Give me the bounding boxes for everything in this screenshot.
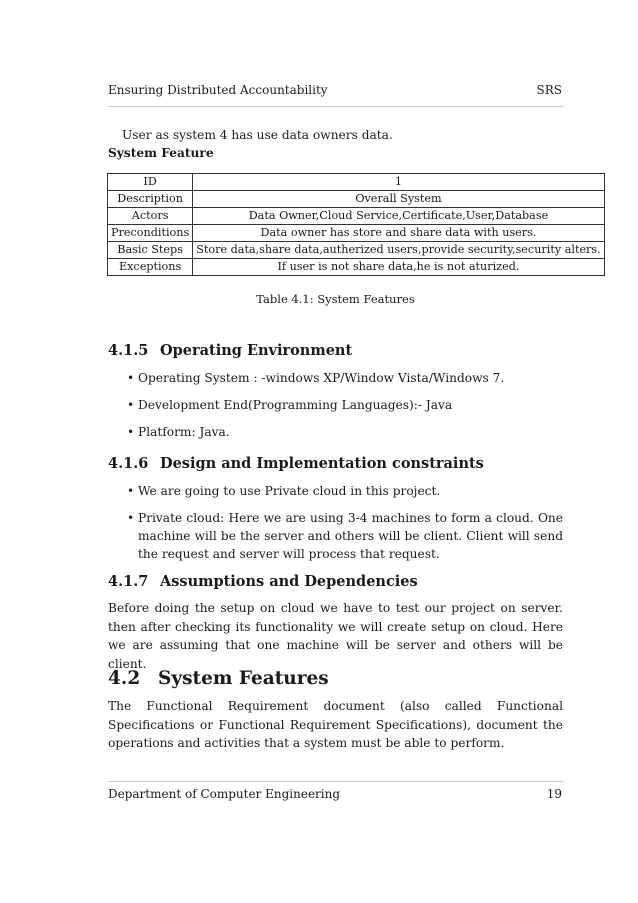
list-item [108,482,563,500]
section-title: Operating Environment [160,342,353,359]
footer-department: Department of Computer Engineering [108,787,341,801]
table-row [108,259,605,276]
list-item [108,369,563,387]
bullet-icon: • [127,484,135,498]
running-header-section: SRS [536,83,562,97]
table-key-cell: ID [108,174,193,191]
assumptions-paragraph: Before doing the setup on cloud we have to test our project on server. then after checking its functionality we will create setup on cloud. Here we are assuming that one machine will be server and others will be client. [108,601,563,671]
footer-rule [108,781,563,782]
list-item-text: Private cloud: Here we are using 3-4 machines to form a cloud. One machine will be the server and others will be client. Client will send the request and server will process that request. [138,511,563,561]
running-header-title: Ensuring Distributed Accountability [108,83,328,97]
intro-line: User as system 4 has use data owners data. [122,128,393,142]
list-item-text: Operating System : -windows XP/Window Vista/Windows 7. [138,371,505,385]
section-number: 4.1.7 [108,573,149,590]
table-value-cell: 1 [193,174,605,191]
section-heading [108,573,418,590]
table-value-cell: Overall System [193,191,605,208]
design-constraints-list [108,482,563,572]
bullet-icon: • [127,425,135,439]
list-item [108,396,563,414]
bullet-icon: • [127,511,135,525]
section-4-2 [108,668,329,689]
table-row [108,242,605,259]
list-item [108,423,563,441]
section-title: System Features [158,668,329,689]
header-rule [108,106,563,107]
list-item-text: We are going to use Private cloud in this project. [138,484,441,498]
system-features-paragraph: The Functional Requirement document (also called Functional Specifications or Functional Requirement Specifications), document the operations and activities that a system must be able to perform. [108,699,563,750]
section-number: 4.1.5 [108,342,149,359]
section-heading [108,668,329,689]
table-key-cell: Basic Steps [108,242,193,259]
table-row [108,174,605,191]
section-number: 4.2 [108,668,141,689]
table-key-cell: Preconditions [108,225,193,242]
list-item [108,509,563,563]
operating-environment-list [108,369,563,450]
table-value-cell: Data owner has store and share data with users. [193,225,605,242]
table-row [108,225,605,242]
table-value-cell: Store data,share data,autherized users,provide security,security alters. [193,242,605,259]
section-heading [108,342,352,359]
list-item-text: Development End(Programming Languages):- Java [138,398,453,412]
section-4-1-5 [108,342,352,359]
list-item-text: Platform: Java. [138,425,230,439]
bullet-icon: • [127,371,135,385]
table-value-cell: If user is not share data,he is not aturized. [193,259,605,276]
table-caption: Table 4.1: System Features [256,292,415,306]
table-key-cell: Description [108,191,193,208]
section-4-1-6 [108,455,484,472]
section-4-1-7 [108,573,418,590]
bullet-icon: • [127,398,135,412]
table-key-cell: Actors [108,208,193,225]
section-number: 4.1.6 [108,455,149,472]
table-row [108,191,605,208]
section-heading [108,455,484,472]
table-key-cell: Exceptions [108,259,193,276]
page-number: 19 [546,787,562,801]
system-feature-label: System Feature [108,146,214,160]
system-features-table [107,173,605,276]
table-row [108,208,605,225]
section-title: Assumptions and Dependencies [160,573,418,590]
section-title: Design and Implementation constraints [160,455,484,472]
table-value-cell: Data Owner,Cloud Service,Certificate,User,Database [193,208,605,225]
